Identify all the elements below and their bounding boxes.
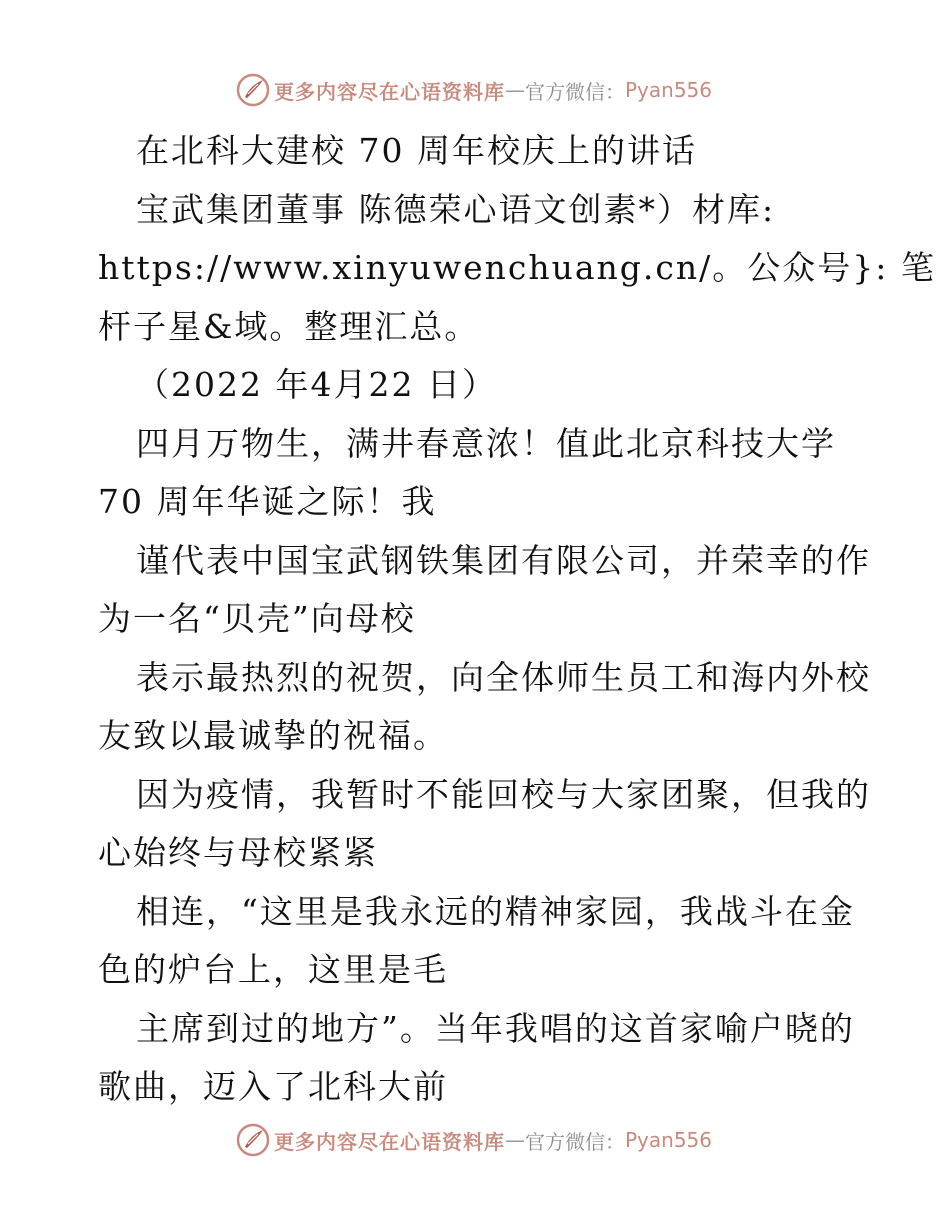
body-line: 杆子星&域。整理汇总。 [98, 306, 480, 346]
speaker-line: 宝武集团董事 陈德荣心语文创素*）材库: [136, 189, 776, 229]
watermark-official-label: 官方微信： [525, 79, 625, 104]
paragraph-start: 因为疫情，我暂时不能回校与大家团聚，但我的 [136, 774, 871, 814]
body-line: 友致以最诚挚的祝福。 [98, 716, 448, 755]
body-line: 色的炉台上，这里是毛 [98, 950, 448, 989]
feather-logo-icon [236, 1123, 270, 1157]
body-line: 为一名“贝壳”向母校 [98, 599, 416, 638]
watermark-wechat-id: Pyan556 [625, 1128, 713, 1152]
header-watermark [236, 70, 716, 110]
body-line: 70 周年华诞之际！我 [98, 482, 437, 521]
paragraph-start: 四月万物生，满井春意浓！值此北京科技大学 [136, 423, 836, 463]
paragraph-start: 谨代表中国宝武钢铁集团有限公司，并荣幸的作 [136, 540, 871, 580]
watermark-dash: — [505, 1128, 525, 1152]
body-line: 歌曲，迈入了北科大前 [98, 1067, 448, 1106]
watermark-wechat-id: Pyan556 [625, 78, 713, 102]
paragraph-start: 相连，“这里是我永远的精神家园，我战斗在金 [136, 891, 855, 931]
watermark-official-label: 官方微信： [525, 1129, 625, 1154]
body-line: https://www.xinyuwenchuang.cn/。公众号}: 笔 [98, 248, 936, 287]
document-body [98, 122, 936, 1117]
paragraph-start: 表示最热烈的祝贺，向全体师生员工和海内外校 [136, 657, 871, 697]
speech-title: 在北科大建校 70 周年校庆上的讲话 [136, 131, 697, 170]
date-line: （2022 年4月22 日） [136, 365, 497, 404]
footer-watermark [236, 1120, 716, 1160]
body-line: 心始终与母校紧紧 [98, 833, 378, 872]
paragraph-start: 主席到过的地方”。当年我唱的这首家喻户晓的 [136, 1008, 855, 1048]
feather-logo-icon [236, 73, 270, 107]
watermark-brand: 更多内容尽在心语资料库 [274, 79, 505, 104]
watermark-brand: 更多内容尽在心语资料库 [274, 1129, 505, 1154]
watermark-dash: — [505, 78, 525, 102]
